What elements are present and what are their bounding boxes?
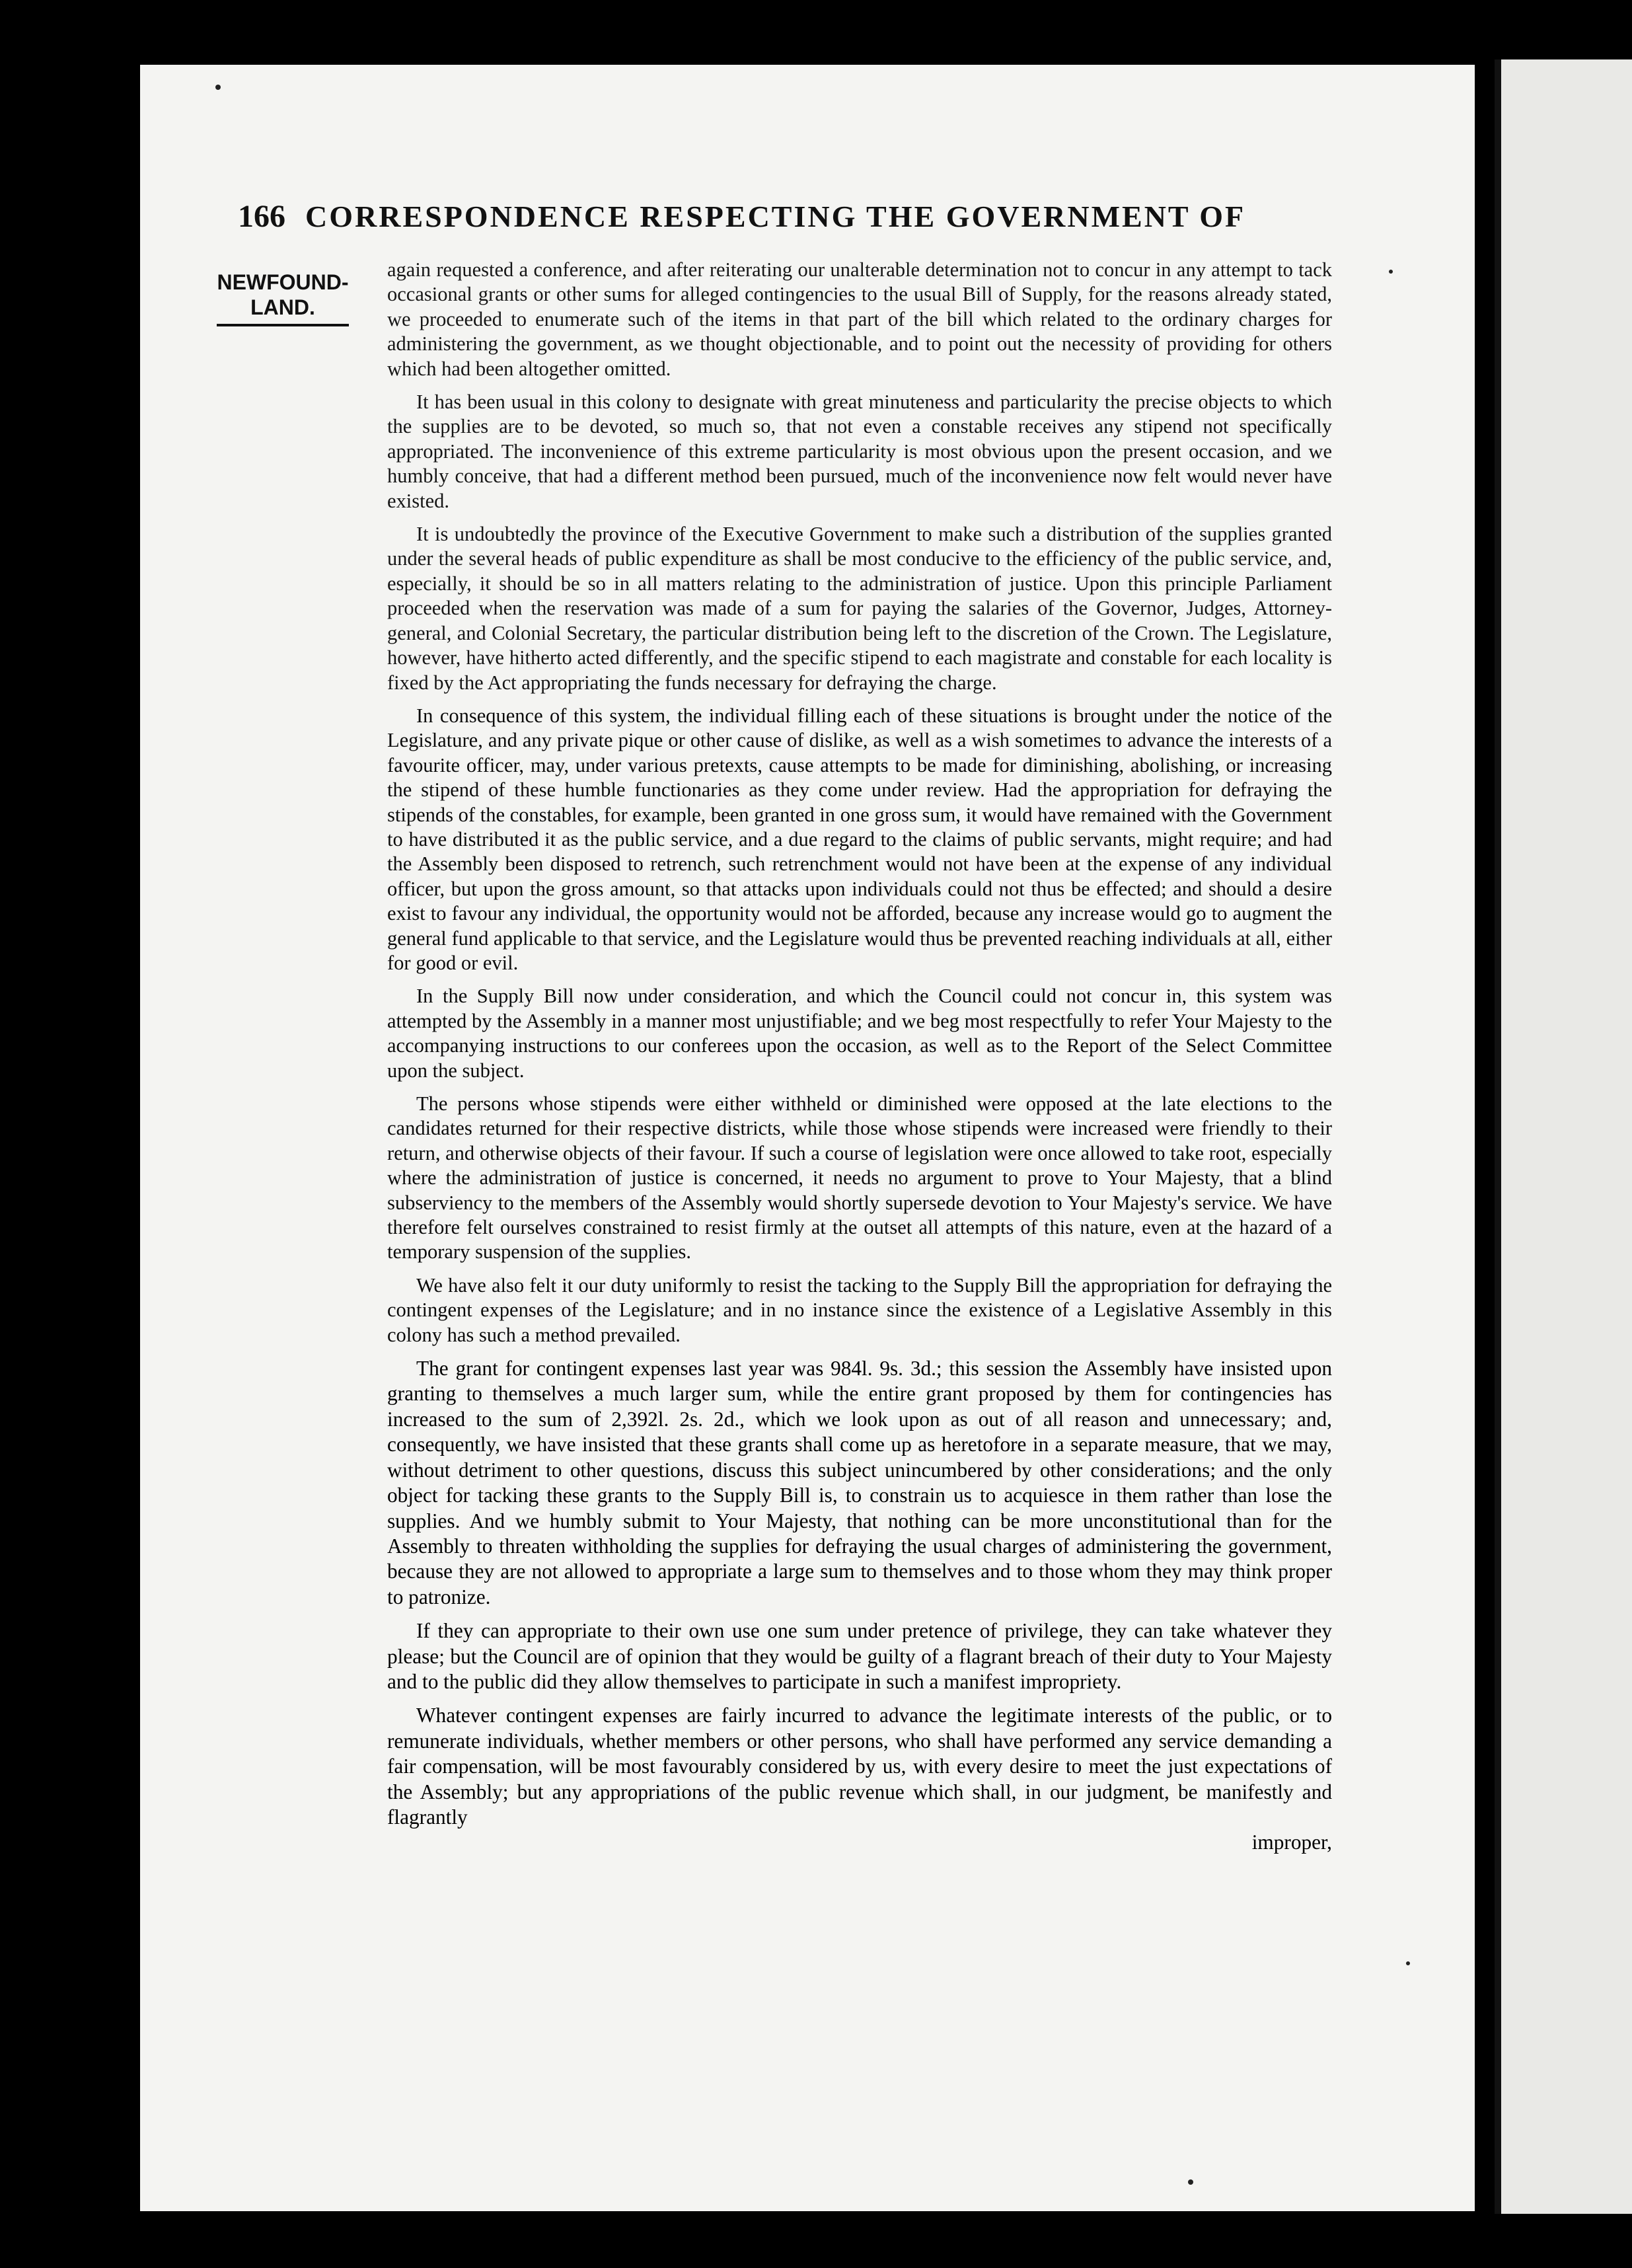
running-title: CORRESPONDENCE RESPECTING THE GOVERNMENT OF: [305, 200, 1246, 233]
paragraph-1: again requested a conference, and after reiterating our unalterable determination not to concur in any attempt to tack occasional grants or other sums for alleged contingencies to the usual Bill of Supply, for the reasons already stated, we proceeded to enumerate such of the items in that part of the bill which related to the ordinary charges for administering the government, as we thought objectionable, and to point out the necessity of providing for others which had been altogether omitted.: [387, 258, 1332, 380]
page-header: [238, 198, 1374, 235]
catchword: improper,: [1251, 1831, 1332, 1854]
body-text: [387, 258, 1332, 1864]
page-number: 166: [238, 199, 285, 234]
margin-note-line-1: NEWFOUND-: [217, 270, 349, 294]
paragraph-2: It has been usual in this colony to designate with great minuteness and particularity the precise objects to which the supplies are to be devoted, so much so, that not even a constable receives any stipend not specifically appropriated. The inconvenience of this extreme particularity is most obvious upon the present occasion, and we humbly conceive, that had a different method been pursued, much of the inconvenience now felt would never have existed.: [387, 391, 1332, 512]
ink-speck: [215, 85, 221, 90]
paragraph-4: In consequence of this system, the individual filling each of these situations is brought under the notice of the Legislature, and any private pique or other cause of dislike, as well as a wish sometimes to advance the interests of a favourite officer, may, under various pretexts, cause attempts to be made for diminishing, abolishing, or increasing the stipend of these humble functionaries as they come under review. Had the appropriation for defraying the stipends of the constables, for example, been granted in one gross sum, it would have remained with the Government to have distributed it as the public service, and a due regard to the claims of public servants, might require; and had the Assembly been disposed to retrench, such retrenchment would not have been at the expense of any individual officer, but upon the gross amount, so that attacks upon individuals could not thus be effected; and should a desire exist to favour any individual, the opportunity would not be afforded, because any increase would go to augment the general fund applicable to that service, and the Legislature would thus be prevented reaching individuals at all, either for good or evil.: [387, 704, 1332, 974]
ink-speck: [1389, 270, 1393, 274]
margin-note-line-2: LAND.: [250, 295, 315, 319]
paragraph-10: Whatever contingent expenses are fairly incurred to advance the legitimate interests of the public, or to remunerate individuals, whether members or other persons, who shall have performed any service demanding a fair compensation, will be most favourably considered by us, with every desire to meet the just expectations of the Assembly; but any appropriations of the public revenue which shall, in our judgment, be manifestly and flagrantly: [387, 1704, 1332, 1829]
paragraph-9: If they can appropriate to their own use one sum under pretence of privilege, they can take whatever they please; but the Council are of opinion that they would be guilty of a flagrant breach of their duty to Your Majesty and to the public did they allow themselves to participate in such a manifest impropriety.: [387, 1619, 1332, 1693]
paragraph-5: In the Supply Bill now under consideration, and which the Council could not concur in, this system was attempted by the Assembly in a manner most unjustifiable; and we beg most respectfully to refer Your Majesty to the accompanying instructions to our conferees upon the occasion, as well as to the Report of the Select Committee upon the subject.: [387, 985, 1332, 1082]
paragraph-6: The persons whose stipends were either withheld or diminished were opposed at the late elections to the candidates returned for their respective districts, while those whose stipends were increased were friendly to their return, and otherwise objects of their favour. If such a course of legislation were once allowed to take root, especially where the administration of justice is concerned, it needs no argument to prove to Your Majesty, that a blind subserviency to the members of the Assembly would shortly supersede devotion to Your Majesty's service. We have therefore felt ourselves constrained to resist firmly at the outset all attempts of this nature, even at the hazard of a temporary suspension of the supplies.: [387, 1092, 1332, 1264]
paragraph-3: It is undoubtedly the province of the Executive Government to make such a distribution of the supplies granted under the several heads of public expenditure as shall be most conducive to the efficiency of the public service, and, especially, it should be so in all matters relating to the administration of justice. Upon this principle Parliament proceeded when the reservation was made of a sum for paying the salaries of the Governor, Judges, Attorney-general, and Colonial Secretary, the particular distribution being left to the discretion of the Crown. The Legislature, however, have hitherto acted differently, and the specific stipend to each magistrate and constable for each locality is fixed by the Act appropriating the funds necessary for defraying the charge.: [387, 523, 1332, 694]
ink-speck: [1406, 1961, 1410, 1965]
paragraph-8: The grant for contingent expenses last year was 984l. 9s. 3d.; this session the Assembly have insisted upon granting to themselves a much larger sum, while the entire grant proposed by them for contingencies has increased to the sum of 2,392l. 2s. 2d., which we look upon as out of all reason and unnecessary; and, consequently, we have insisted that these grants shall come up as heretofore in a separate measure, that we may, without detriment to other questions, discuss this subject unincumbered by other considerations; and the only object for tacking these grants to the Supply Bill is, to constrain us to acquiesce in them rather than lose the supplies. And we humbly submit to Your Majesty, that nothing can be more unconstitutional than for the Assembly to threaten withholding the supplies for defraying the usual charges of administering the government, because they are not allowed to appropriate a large sum to themselves and to those whom they may think proper to patronize.: [387, 1357, 1332, 1608]
paragraph-7: We have also felt it our duty uniformly to resist the tacking to the Supply Bill the appropriation for defraying the contingent expenses of the Legislature; and in no instance since the existence of a Legislative Assembly in this colony has such a method prevailed.: [387, 1273, 1332, 1346]
margin-note-rule: [217, 324, 349, 326]
ink-speck: [1188, 2179, 1193, 2185]
margin-note: [210, 270, 355, 326]
